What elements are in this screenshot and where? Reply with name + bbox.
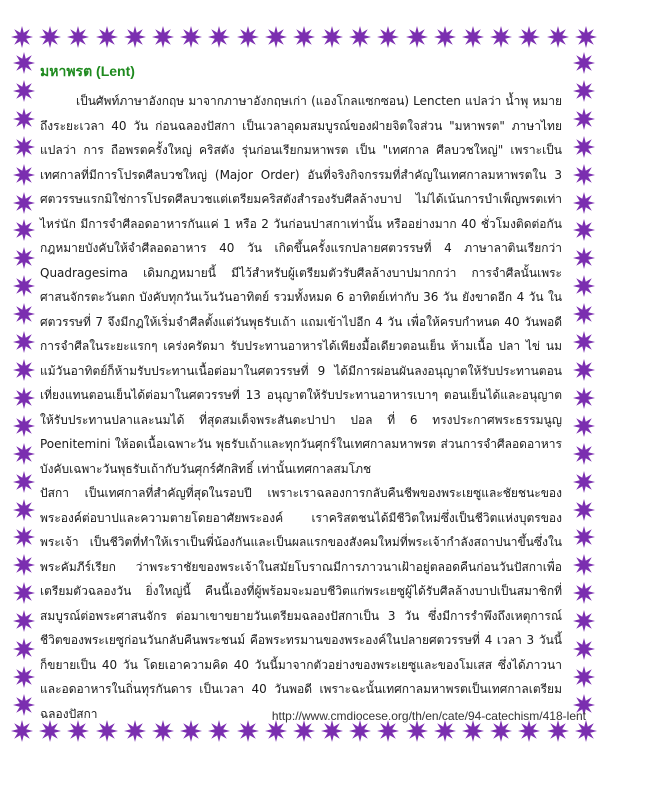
- purple-star-icon: [461, 25, 485, 49]
- purple-star-icon: [12, 107, 36, 131]
- purple-star-icon: [546, 25, 570, 49]
- purple-star-icon: [572, 135, 596, 159]
- purple-star-icon: [10, 719, 34, 743]
- purple-star-icon: [572, 51, 596, 75]
- purple-star-icon: [12, 525, 36, 549]
- purple-star-icon: [38, 25, 62, 49]
- purple-star-icon: [572, 581, 596, 605]
- purple-star-icon: [572, 553, 596, 577]
- purple-star-icon: [12, 414, 36, 438]
- purple-star-icon: [12, 163, 36, 187]
- purple-star-icon: [12, 693, 36, 717]
- purple-star-icon: [572, 386, 596, 410]
- article: [40, 61, 562, 726]
- purple-star-icon: [66, 25, 90, 49]
- purple-star-icon: [572, 665, 596, 689]
- purple-star-icon: [433, 25, 457, 49]
- purple-star-icon: [179, 25, 203, 49]
- purple-star-icon: [572, 358, 596, 382]
- purple-star-icon: [10, 25, 34, 49]
- purple-star-icon: [151, 25, 175, 49]
- purple-star-icon: [207, 25, 231, 49]
- purple-star-icon: [572, 191, 596, 215]
- purple-star-icon: [572, 498, 596, 522]
- purple-star-icon: [12, 442, 36, 466]
- purple-star-icon: [572, 274, 596, 298]
- purple-star-icon: [292, 25, 316, 49]
- purple-star-icon: [12, 330, 36, 354]
- purple-star-icon: [572, 609, 596, 633]
- purple-star-icon: [12, 135, 36, 159]
- purple-star-icon: [12, 79, 36, 103]
- purple-star-icon: [12, 581, 36, 605]
- purple-star-icon: [12, 470, 36, 494]
- purple-star-icon: [572, 79, 596, 103]
- purple-star-icon: [12, 498, 36, 522]
- paragraph-1: เป็นศัพท์ภาษาอังกฤษ มาจากภาษาอังกฤษเก่า (แองโกลแซกซอน) Lencten แปลว่า น้ำพุ หมายถึงระยะเวลา 40 วัน ก่อนฉลองปัสกา เป็นเวลาอุดมสมบูรณ์ของฝ่ายจิตใจส่วน "มหาพรต" ภาษาไทยแปลว่า การ ถือพรตครั้งใหญ่ คริสตัง รุ่นก่อนเรียกมหาพรต เป็น "เทศกาล ศีลบวชใหญ่" เพราะเป็นเทศกาลที่มีการโปรดศีลบวชใหญ่ (Major Order) อันที่จริงกิจกรรมที่สำคัญในเทศกาลมหาพรตใน 3 ศตวรรษแรกมิใช่การโปรดศีลบวชแต่เตรียมคริสตังสำรองรับศีลล้างบาป ไม่ได้เน้นการบำเพ็ญพรตเท่าไหร่นัก มีการจำศีลอดอาหารกันแค่ 1 หรือ 2 วันก่อนปาสกาเท่านั้น หรืออย่างมาก 40 ชั่วโมงติดต่อกันกฎหมายบังคับให้จำศีลอดอาหาร 40 วัน เกิดขึ้นครั้งแรกปลายศตวรรษที่ 4 ภาษาลาตินเรียกว่า Quadragesima เดิมกฎหมายนี้ มีไว้สำหรับผู้เตรียมตัวรับศีลล้างบาปมากกว่า การจำศีลนั้นเพระศาสนจักรตะวันตก บังคับทุกวันเว้นวันอาทิตย์ รวมทั้งหมด 6 อาทิตย์เท่ากับ 36 วัน ยังขาดอีก 4 วัน ในศตวรรษที่ 7 จึงมีกฎให้เริ่มจำศีลตั้งแต่วันพุธรับเถ้า แถมเข้าไปอีก 4 วัน เพื่อให้ครบกำหนด 40 วันพอดี การจำศีลในระยะแรกๆ เคร่งครัดมา รับประทานอาหารได้เพียงมื้อเดียวตอนเย็น ห้ามเนื้อ ปลา ไข่ นม แม้วันอาทิตย์ก็ห้ามรับประทานเนื้อต่อมาในศตวรรษที่ 9 ได้มีการผ่อนผันลงอนุญาตให้รับประทานตอนเที่ยงแทนตอนเย็นได้ต่อมาในศตวรรษที่ 13 อนุญาตให้รับประทานอาหารเบาๆ ตอนเย็นได้และอนุญาตให้รับประทานปลาและนมได้ ที่สุดสมเด็จพระสันตะปาปา ปอล ที่ 6 ทรงประกาศพระธรรมนูญ Poenitemini ให้อดเนื้อเฉพาะวัน พุธรับเถ้าและทุกวันศุกร์ในเทศกาลมหาพรต ส่วนการจำศีลอดอาหาร บังคับเฉพาะวันพุธรับเถ้ากับวันศุกร์ศักสิทธิ์ เท่านั้นเทศกาลสมโภช: [40, 94, 562, 476]
- purple-star-icon: [12, 665, 36, 689]
- purple-star-icon: [348, 25, 372, 49]
- purple-star-icon: [572, 525, 596, 549]
- purple-star-icon: [12, 246, 36, 270]
- purple-star-icon: [12, 386, 36, 410]
- purple-star-icon: [572, 218, 596, 242]
- article-title: มหาพรต (Lent): [40, 63, 135, 79]
- border-right: [570, 51, 598, 717]
- border-top: [10, 23, 598, 51]
- purple-star-icon: [236, 25, 260, 49]
- paragraph-2: ปัสกา เป็นเทศกาลที่สำคัญที่สุดในรอบปี เพราะเราฉลองการกลับคืนชีพของพระเยซูและชัยชนะของพระองค์ต่อบาปและความตายโดยอาศัยพระองค์ เราคริสตชนได้มีชีวิตใหม่ซึ่งเป็นชีวิตแห่งบุตรของพระเจ้า เป็นชีวิตที่ทำให้เราเป็นพี่น้องกันและเป็นผลแรกของสังคมใหม่ที่พระเจ้ากำลังสถาปนาขึ้นซึ่งในพระคัมภีร์เรียก ว่าพระราชัยของพระเจ้าในสมัยโบราณมีการภาวนาเฝ้าอยู่ตลอดคืนก่อนวันปัสกาเพื่อเตรียมตัวฉลองวัน ยิ่งใหญ่นี้ คืนนี้เองที่ผู้พร้อมจะมอบชีวิตแก่พระเยซูผู้ได้รับศีลล้างบาปเป็นสมาชิกที่สมบูรณ์ต่อพระศาสนจักร ต่อมาเขาขยายวันเตรียมฉลองปัสกาเป็น 3 วัน ซึ่งมีการรำพึงถึงเหตุการณ์ชีวิตของพระเยซูก่อนวันกลับคืนพระชนม์ คือพระทรมานของพระองค์ในปลายศตวรรษที่ 4 เวลา 3 วันนี้ก็ขยายเป็น 40 วัน โดยเอาความคิด 40 วันนี้มาจากตัวอย่างของพระเยซูและของโมเสส ซึ่งได้ภาวนาและอดอาหารในถิ่นทุรกันดาร เป็นเวลา 40 วันพอดี เพราะฉะนั้นเทศกาลมหาพรตเป็นเทศกาลเตรียมฉลองปัสกา: [40, 486, 562, 721]
- purple-star-icon: [264, 25, 288, 49]
- purple-star-icon: [405, 25, 429, 49]
- source-url: http://www.cmdiocese.org/th/en/cate/94-catechism/418-lent: [271, 709, 586, 723]
- purple-star-icon: [12, 302, 36, 326]
- purple-star-icon: [572, 246, 596, 270]
- purple-star-icon: [572, 302, 596, 326]
- purple-star-icon: [12, 191, 36, 215]
- star-border-frame: [10, 23, 598, 745]
- purple-star-icon: [376, 25, 400, 49]
- purple-star-icon: [12, 609, 36, 633]
- purple-star-icon: [572, 442, 596, 466]
- purple-star-icon: [572, 163, 596, 187]
- purple-star-icon: [572, 637, 596, 661]
- border-left: [10, 51, 38, 717]
- purple-star-icon: [517, 25, 541, 49]
- purple-star-icon: [12, 637, 36, 661]
- purple-star-icon: [12, 553, 36, 577]
- purple-star-icon: [572, 107, 596, 131]
- purple-star-icon: [12, 51, 36, 75]
- purple-star-icon: [572, 330, 596, 354]
- purple-star-icon: [12, 218, 36, 242]
- purple-star-icon: [574, 25, 598, 49]
- purple-star-icon: [489, 25, 513, 49]
- purple-star-icon: [320, 25, 344, 49]
- purple-star-icon: [572, 470, 596, 494]
- purple-star-icon: [572, 414, 596, 438]
- purple-star-icon: [123, 25, 147, 49]
- purple-star-icon: [12, 358, 36, 382]
- purple-star-icon: [95, 25, 119, 49]
- purple-star-icon: [12, 274, 36, 298]
